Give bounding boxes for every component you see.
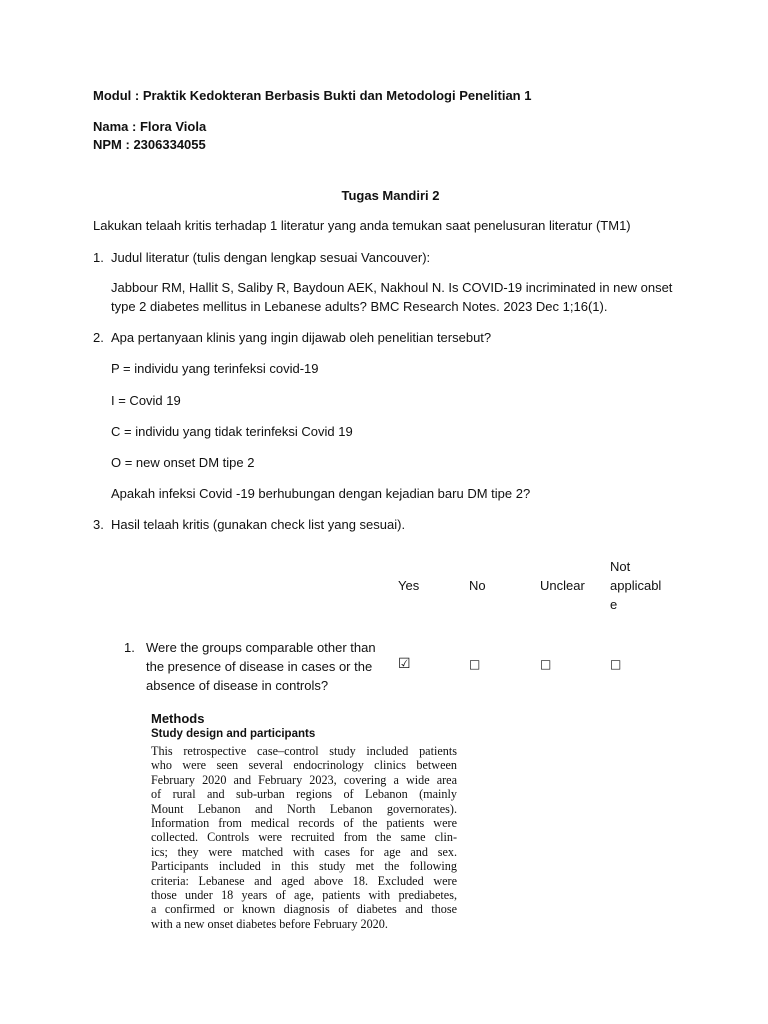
- excerpt-line: who were seen several endocrinology clinics between: [151, 758, 457, 773]
- student-npm: NPM : 2306334055: [93, 137, 206, 152]
- column-no: No: [469, 578, 486, 593]
- question-text: Were the groups comparable other than the presence of disease in cases or the absence of disease in controls?: [146, 640, 376, 693]
- item-number: 2.: [93, 330, 104, 345]
- pico-intervention: I = Covid 19: [111, 393, 181, 408]
- column-not-applicable: [610, 557, 661, 614]
- clinical-question: Apakah infeksi Covid -19 berhubungan dengan kejadian baru DM tipe 2?: [111, 486, 531, 501]
- item-number: 3.: [93, 517, 104, 532]
- item-heading: Apa pertanyaan klinis yang ingin dijawab oleh penelitian tersebut?: [111, 330, 492, 345]
- checkbox-no[interactable]: □: [469, 657, 481, 671]
- item-heading: Hasil telaah kritis (gunakan check list yang sesuai).: [111, 517, 406, 532]
- student-name: Nama : Flora Viola: [93, 119, 207, 134]
- page-title: Tugas Mandiri 2: [341, 188, 440, 203]
- module-line: Modul : Praktik Kedokteran Berbasis Bukti dan Metodologi Penelitian 1: [93, 88, 532, 103]
- excerpt-line: This retrospective case–control study included patients: [151, 744, 457, 758]
- column-na-line: e: [610, 597, 618, 612]
- excerpt-line: February 2020 and February 2023, covering a wide area: [151, 772, 457, 787]
- excerpt-line: a confirmed or known diagnosis of diabetes and those: [151, 902, 457, 917]
- column-na-line: applicabl: [610, 578, 662, 593]
- pico-population: P = individu yang terinfeksi covid-19: [111, 361, 319, 376]
- excerpt-line: collected. Controls were recruited from the same clin-: [151, 830, 457, 845]
- excerpt-line: those under 18 years of age, patients with prediabetes,: [151, 888, 457, 903]
- column-na-line: Not: [610, 559, 631, 574]
- excerpt-line: Information from medical records of the patients were: [151, 816, 457, 831]
- checkbox-yes[interactable]: ☑: [398, 656, 411, 672]
- checkbox-unclear[interactable]: □: [540, 657, 552, 671]
- item-heading: Judul literatur (tulis dengan lengkap sesuai Vancouver):: [111, 250, 431, 265]
- excerpt-line: Participants included in this study met the following: [151, 859, 457, 874]
- intro-text: Lakukan telaah kritis terhadap 1 literatur yang anda temukan saat penelusuran literatur (TM1): [93, 218, 631, 233]
- excerpt-subheading: Study design and participants: [151, 728, 316, 740]
- pico-comparison: C = individu yang tidak terinfeksi Covid 19: [111, 424, 353, 439]
- citation-line: type 2 diabetes mellitus in Lebanese adults? BMC Research Notes. 2023 Dec 1;16(1).: [111, 299, 608, 314]
- excerpt-line: Mount Lebanon and North Lebanon governorates).: [151, 801, 457, 816]
- excerpt-line: with a new onset diabetes before February 2020.: [151, 916, 388, 931]
- checkbox-not-applicable[interactable]: □: [610, 657, 622, 671]
- pico-outcome: O = new onset DM tipe 2: [111, 455, 255, 470]
- column-yes: Yes: [398, 578, 420, 593]
- item-number: 1.: [93, 250, 104, 265]
- methods-excerpt: [151, 711, 457, 931]
- excerpt-heading: Methods: [151, 711, 205, 726]
- excerpt-line: of rural and sub-urban regions of Lebanon (mainly: [151, 787, 457, 802]
- question-number: 1.: [124, 640, 135, 655]
- excerpt-line: criteria: Lebanese and aged above 18. Excluded were: [151, 873, 457, 888]
- excerpt-line: ics; they were matched with cases for age and sex.: [151, 844, 457, 859]
- citation-line: Jabbour RM, Hallit S, Saliby R, Baydoun AEK, Nakhoul N. Is COVID-19 incriminated in new onset: [111, 280, 673, 295]
- column-unclear: Unclear: [540, 578, 585, 593]
